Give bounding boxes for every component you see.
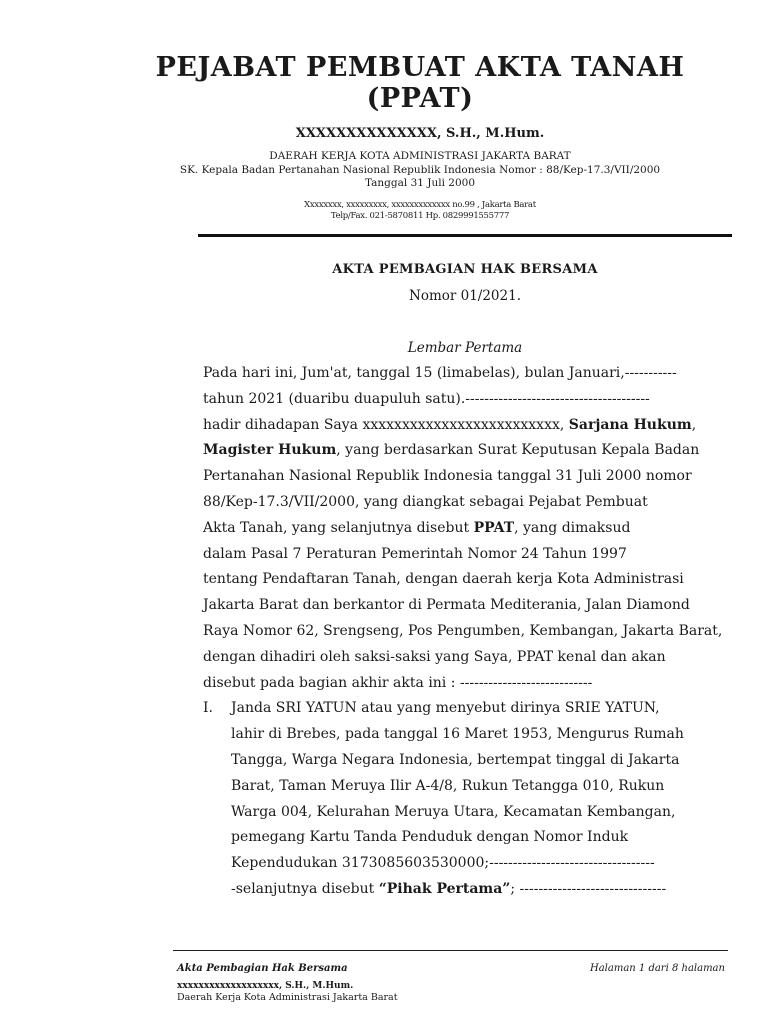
body-text: dengan dihadiri oleh saksi-saksi yang Saya, PPAT kenal dan akan [203,648,666,665]
office-title-line1: PEJABAT PEMBUAT AKTA TANAH [155,52,685,83]
body-line [203,464,733,490]
body-line [203,593,733,619]
body-text: Raya Nomor 62, Srengseng, Pos Pengumben, Kembangan, Jakarta Barat, [203,622,723,639]
party-text: Warga 004, Kelurahan Meruya Utara, Kecamatan Kembangan, [231,803,676,820]
party-text: Kependudukan 3173085603530000;----------------------------------- [231,855,655,872]
party-line [231,800,733,826]
address-line: Xxxxxxxx, xxxxxxxxx, xxxxxxxxxxxxx no.99 , Jakarta Barat [304,200,536,210]
body-text: dalam Pasal 7 Peraturan Pemerintah Nomor 24 Tahun 1997 [203,545,627,562]
body-line [203,542,733,568]
party-line [231,696,733,722]
body-text: Pertanahan Nasional Republik Indonesia tanggal 31 Juli 2000 nomor [203,468,692,485]
work-area-line: DAERAH KERJA KOTA ADMINISTRASI JAKARTA BARAT [269,150,571,162]
deed-title: AKTA PEMBAGIAN HAK BERSAMA [332,262,598,277]
office-title [140,52,700,114]
decree-date-line: Tanggal 31 Juli 2000 [364,177,476,189]
party-designation: “Pihak Pertama” [378,880,511,897]
body-text: tentang Pendaftaran Tanah, dengan daerah kerja Kota Administrasi [203,571,684,588]
phone-line: Telp/Fax. 021-5870811 Hp. 0829991555777 [330,211,510,221]
office-title-line2: (PPAT) [366,83,474,114]
deed-body [203,361,733,903]
party-marker: I. [203,700,213,717]
address-block [150,200,690,222]
footer-work-area: Daerah Kerja Kota Administrasi Jakarta Barat [177,992,398,1003]
sheet-label: Lembar Pertama [407,340,523,356]
decree-line: SK. Kepala Badan Pertanahan Nasional Republik Indonesia Nomor : 88/Kep-17.3/VII/2000 [179,163,661,176]
body-text: disebut pada bagian akhir akta ini : ---------------------------- [203,674,593,691]
degree-text: Sarjana Hukum [568,416,692,433]
body-line [203,438,733,464]
body-text: Akta Tanah, yang selanjutnya disebut [203,519,474,536]
party-text: Janda SRI YATUN atau yang menyebut dirinya SRIE YATUN, [231,700,660,717]
party-line [231,877,733,903]
footer-divider [173,950,728,951]
party-line [231,851,733,877]
party-text: ; ------------------------------- [510,880,667,897]
degree-text: Magister Hukum [203,442,337,459]
body-text: Pada hari ini, Jum'at, tanggal 15 (limabelas), bulan Januari,----------- [203,365,677,381]
body-text: Jakarta Barat dan berkantor di Permata Mediterania, Jalan Diamond [203,597,690,614]
footer-doc-title: Akta Pembagian Hak Bersama [177,963,348,974]
body-text: , yang dimaksud [514,519,631,536]
body-text: , yang berdasarkan Surat Keputusan Kepala Badan [336,442,700,459]
footer-page-number: Halaman 1 dari 8 halaman [590,963,725,974]
body-text: hadir dihadapan Saya xxxxxxxxxxxxxxxxxxxxxxxxx, [203,416,569,433]
body-line [203,645,733,671]
body-line [203,516,733,542]
party-text: Tangga, Warga Negara Indonesia, bertempat tinggal di Jakarta [231,751,680,768]
header-divider [198,234,732,237]
body-line [203,567,733,593]
body-line [203,619,733,645]
deed-number: Nomor 01/2021. [409,288,521,304]
work-area-block [150,150,690,191]
ppat-term: PPAT [473,519,515,536]
party-text: Barat, Taman Meruya Ilir A-4/8, Rukun Tetangga 010, Rukun [231,777,665,794]
party-line [231,748,733,774]
party-text: pemegang Kartu Tanda Penduduk dengan Nomor Induk [231,829,629,846]
party-text: -selanjutnya disebut [231,880,379,897]
body-text: 88/Kep-17.3/VII/2000, yang diangkat sebagai Pejabat Pembuat [203,493,648,510]
body-text: tahun 2021 (duaribu duapuluh satu).--------------------------------------- [203,390,650,407]
body-text: , [691,416,697,433]
party-line [231,825,733,851]
footer-notary: xxxxxxxxxxxxxxxxxxx, S.H., M.Hum. [177,981,354,991]
body-line [203,413,733,439]
body-line [203,671,733,697]
body-line [203,387,733,413]
party-line [231,774,733,800]
body-line [203,490,733,516]
body-line [203,361,733,387]
notary-name: XXXXXXXXXXXXXX, S.H., M.Hum. [295,126,545,141]
party-text: lahir di Brebes, pada tanggal 16 Maret 1953, Mengurus Rumah [231,726,684,743]
party-line [231,722,733,748]
party-one-clause [203,696,733,902]
